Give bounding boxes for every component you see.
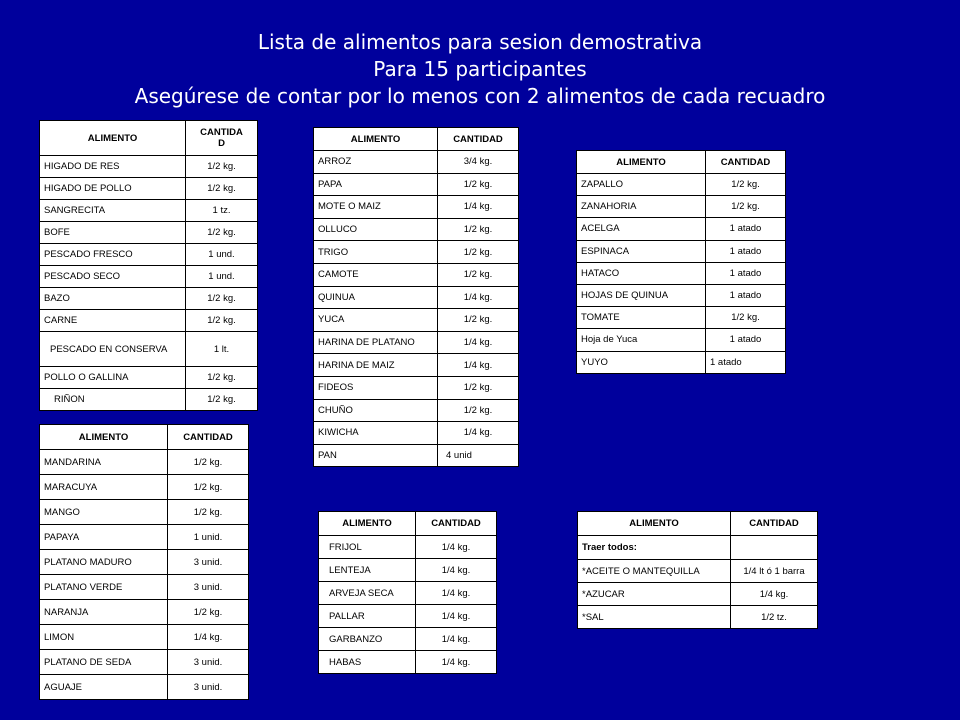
table-cell-cantidad: 1/4 kg. [416, 582, 497, 605]
table-cell-cantidad: 1/4 kg. [168, 625, 249, 650]
title-line-1: Lista de alimentos para sesion demostrativa [257, 30, 703, 54]
table-cell-alimento: PAPA [314, 173, 438, 196]
table-cereales-tuberculos [313, 127, 519, 467]
table-cell-cantidad: 1/2 kg. [438, 309, 519, 332]
table-cell-cantidad: 1 atado [706, 240, 786, 262]
table-cell-alimento: ARVEJA SECA [319, 582, 416, 605]
table-cell-alimento: ARROZ [314, 151, 438, 174]
table-cell-alimento: PLATANO VERDE [40, 575, 168, 600]
table-cell-cantidad: 1/2 kg. [706, 307, 786, 329]
table-cell-cantidad: 1/2 kg. [186, 178, 258, 200]
table-cell-alimento: ZAPALLO [577, 174, 706, 196]
table-cell-cantidad: 4 unid [438, 444, 519, 467]
table-cell-cantidad: 1/2 kg. [438, 399, 519, 422]
table-cell-alimento: MARACUYA [40, 475, 168, 500]
table-cell-alimento: NARANJA [40, 600, 168, 625]
table-menestras [318, 511, 497, 674]
table-cell-cantidad: 1/4 lt ó 1 barra [731, 560, 818, 583]
table-cell-alimento: CAMOTE [314, 263, 438, 286]
column-header-alimento: ALIMENTO [40, 121, 186, 156]
table-cell-alimento: SANGRECITA [40, 200, 186, 222]
table-cell-alimento: *SAL [578, 606, 731, 629]
table-cell-cantidad: 1/2 kg. [186, 156, 258, 178]
table-cell-alimento: CARNE [40, 310, 186, 332]
column-header-cantidad: CANTIDAD [438, 128, 519, 151]
table-cell-alimento: AGUAJE [40, 675, 168, 700]
table-cell-cantidad: 1/4 kg. [438, 286, 519, 309]
table-cell-cantidad: 1/4 kg. [416, 536, 497, 559]
table-cell-alimento: BOFE [40, 222, 186, 244]
table-cell-alimento: YUCA [314, 309, 438, 332]
table-cell-cantidad: 1/2 kg. [438, 241, 519, 264]
table-cell-cantidad: 1/4 kg. [416, 651, 497, 674]
table-cell-cantidad: 3 unid. [168, 550, 249, 575]
table-cell-alimento: ACELGA [577, 218, 706, 240]
table-cell-cantidad: 1/2 kg. [186, 367, 258, 389]
table-cell-cantidad: 1 und. [186, 244, 258, 266]
table-cell-alimento: HARINA DE PLATANO [314, 331, 438, 354]
column-header-alimento: ALIMENTO [40, 425, 168, 450]
table-cell-alimento: QUINUA [314, 286, 438, 309]
table-cell-alimento: HARINA DE MAIZ [314, 354, 438, 377]
table-cell-cantidad: 1/2 kg. [186, 389, 258, 411]
table-cell-cantidad: 1/4 kg. [438, 331, 519, 354]
table-frutas [39, 424, 249, 700]
table-cell-alimento: GARBANZO [319, 628, 416, 651]
column-header-cantidad: CANTIDAD [706, 151, 786, 174]
table-cell-alimento: PALLAR [319, 605, 416, 628]
table-cell-cantidad: 3 unid. [168, 575, 249, 600]
table-cell-alimento: HATACO [577, 262, 706, 284]
table-cell-alimento: HOJAS DE QUINUA [577, 284, 706, 306]
table-cell-cantidad: 1/4 kg. [438, 422, 519, 445]
table-cell-cantidad: 1/4 kg. [416, 628, 497, 651]
title-line-2: Para 15 participantes [373, 57, 587, 81]
table-cell-alimento: LENTEJA [319, 559, 416, 582]
table-cell-alimento: HABAS [319, 651, 416, 674]
table-cell-alimento: PESCADO EN CONSERVA [40, 332, 186, 367]
column-header-cantidad: CANTIDAD [168, 425, 249, 450]
table-cell-alimento: Traer todos: [578, 536, 731, 560]
table-cell-cantidad: 1 tz. [186, 200, 258, 222]
table-cell-cantidad: 3/4 kg. [438, 151, 519, 174]
table-cell-cantidad: 1/2 tz. [731, 606, 818, 629]
table-cell-cantidad: 1 unid. [168, 525, 249, 550]
table-cell-cantidad: 1/2 kg. [438, 173, 519, 196]
table-cell-cantidad: 1/2 kg. [706, 174, 786, 196]
table-cell-cantidad: 1/2 kg. [168, 500, 249, 525]
table-cell-cantidad: 1/2 kg. [168, 450, 249, 475]
table-cell-alimento: PLATANO MADURO [40, 550, 168, 575]
table-cell-alimento: BAZO [40, 288, 186, 310]
column-header-cantidad: CANTIDAD [416, 512, 497, 536]
table-cell-alimento: TOMATE [577, 307, 706, 329]
table-cell-cantidad: 1 atado [706, 351, 786, 373]
table-cell-cantidad: 1/4 kg. [731, 583, 818, 606]
table-cell-alimento: KIWICHA [314, 422, 438, 445]
table-cell-cantidad: 1/4 kg. [416, 605, 497, 628]
table-cell-alimento: PESCADO FRESCO [40, 244, 186, 266]
table-cell-cantidad: 1/2 kg. [438, 218, 519, 241]
table-cell-alimento: PLATANO DE SEDA [40, 650, 168, 675]
table-cell-cantidad: 1/4 kg. [438, 354, 519, 377]
column-header-cantidad: CANTIDAD [731, 512, 818, 536]
table-proteinas [39, 120, 258, 411]
table-cell-cantidad: 3 unid. [168, 650, 249, 675]
table-cell-cantidad: 1/4 kg. [416, 559, 497, 582]
table-cell-alimento: POLLO O GALLINA [40, 367, 186, 389]
table-cell-cantidad: 1/2 kg. [168, 600, 249, 625]
table-cell-alimento: *AZUCAR [578, 583, 731, 606]
table-cell-alimento: PESCADO SECO [40, 266, 186, 288]
table-otros [577, 511, 818, 629]
table-cell-cantidad [731, 536, 818, 560]
table-cell-alimento: HIGADO DE RES [40, 156, 186, 178]
table-cell-cantidad: 1 atado [706, 329, 786, 351]
table-cell-alimento: HIGADO DE POLLO [40, 178, 186, 200]
table-cell-alimento: *ACEITE O MANTEQUILLA [578, 560, 731, 583]
table-cell-alimento: MANGO [40, 500, 168, 525]
table-cell-cantidad: 1/2 kg. [438, 376, 519, 399]
table-cell-alimento: TRIGO [314, 241, 438, 264]
table-cell-alimento: PAPAYA [40, 525, 168, 550]
table-cell-alimento: FIDEOS [314, 376, 438, 399]
table-cell-alimento: Hoja de Yuca [577, 329, 706, 351]
column-header-cantidad: CANTIDA D [186, 121, 258, 156]
table-cell-cantidad: 1/2 kg. [186, 222, 258, 244]
table-cell-cantidad: 1 und. [186, 266, 258, 288]
table-cell-cantidad: 1/2 kg. [706, 196, 786, 218]
table-cell-cantidad: 1 atado [706, 262, 786, 284]
column-header-alimento: ALIMENTO [578, 512, 731, 536]
table-cell-cantidad: 1 atado [706, 218, 786, 240]
table-cell-alimento: ESPINACA [577, 240, 706, 262]
table-cell-cantidad: 3 unid. [168, 675, 249, 700]
table-cell-alimento: OLLUCO [314, 218, 438, 241]
table-cell-cantidad: 1/2 kg. [186, 288, 258, 310]
column-header-alimento: ALIMENTO [314, 128, 438, 151]
table-cell-alimento: MANDARINA [40, 450, 168, 475]
table-cell-alimento: MOTE O MAIZ [314, 196, 438, 219]
title-line-3: Asegúrese de contar por lo menos con 2 alimentos de cada recuadro [134, 84, 826, 108]
table-cell-cantidad: 1/2 kg. [168, 475, 249, 500]
table-cell-alimento: PAN [314, 444, 438, 467]
column-header-alimento: ALIMENTO [319, 512, 416, 536]
table-cell-alimento: CHUÑO [314, 399, 438, 422]
table-cell-alimento: RIÑON [40, 389, 186, 411]
table-cell-alimento: YUYO [577, 351, 706, 373]
table-cell-cantidad: 1/2 kg. [186, 310, 258, 332]
table-cell-alimento: LIMON [40, 625, 168, 650]
table-cell-alimento: ZANAHORIA [577, 196, 706, 218]
table-cell-cantidad: 1/2 kg. [438, 263, 519, 286]
table-cell-alimento: FRIJOL [319, 536, 416, 559]
table-cell-cantidad: 1 atado [706, 284, 786, 306]
table-cell-cantidad: 1 lt. [186, 332, 258, 367]
table-verduras [576, 150, 786, 374]
table-cell-cantidad: 1/4 kg. [438, 196, 519, 219]
column-header-alimento: ALIMENTO [577, 151, 706, 174]
